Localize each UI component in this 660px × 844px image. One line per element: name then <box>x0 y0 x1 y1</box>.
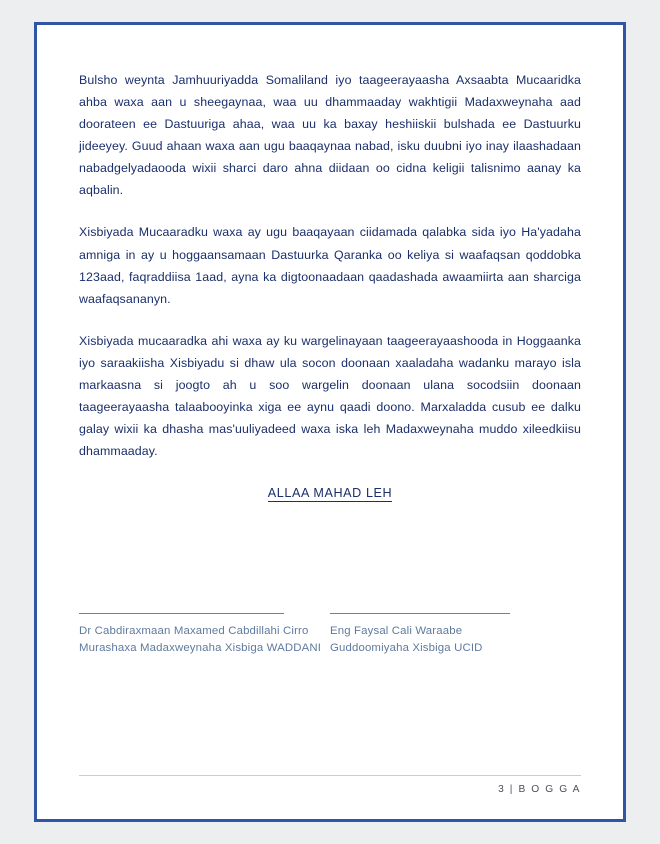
footer-divider <box>79 775 581 776</box>
signatory-name: Dr Cabdiraxmaan Maxamed Cabdillahi Cirro <box>79 625 309 637</box>
paragraph: Bulsho weynta Jamhuuriyadda Somaliland iyo taageerayaasha Axsaabta Mucaaridka ahba waxa aan u sheegaynaa, waa uu dhammaaday wakhtigii Madaxweynaha aad doorateen ee Dastuuriga ahaa, waa uu ka baxay heshiiskii bulshada ee Dastuurku jideeyey. Guud ahaan waxa aan ugu baaqaynaa nabad, isku duubni iyo inay ilaashadaan nabadgelyadaooda wixii sharci daro ahna diidaan oo cidna keligii talisnimo aanay ka aqbalin. <box>79 73 581 198</box>
signatory-title: Guddoomiyaha Xisbiga UCID <box>330 642 483 655</box>
closing-text: ALLAA MAHAD LEH <box>267 486 393 501</box>
document-page <box>34 22 626 822</box>
signatory-left <box>79 613 330 657</box>
document-body <box>79 69 581 462</box>
page-footer <box>79 775 581 795</box>
signatory-name: Eng Faysal Cali Waraabe <box>330 625 463 637</box>
closing-line <box>79 484 581 502</box>
signatory-right <box>330 613 581 657</box>
paragraph: Xisbiyada mucaaradka ahi waxa ay ku wargelinayaan taageerayaashooda in Hoggaanka iyo saraakiisha Xisbiyadu si dhaw ula socon doonaan xaaladaha wadanku marayo isla markaasna si joogto ah u soo wargelin doonaan ulana socodsiin doonaan taageerayaasha talaabooyinka xiga ee aynu qaadi doono. Marxaladda cusub ee dalku galay wixii ka dhasha mas'uuliyadeed waxa iska leh Madaxweynaha muddo xileedkiisu dhammaaday. <box>79 333 581 459</box>
paragraph: Xisbiyada Mucaaradku waxa ay ugu baaqayaan ciidamada qalabka sida iyo Ha'yadaha amniga in ay u hoggaansamaan Dastuurka Qaranka oo keliya si waafaqsan qoddobka 123aad, faqraddiisa 1aad, ayna ka digtoonaadaan qaadashada awaamiirta aan sharciga waafaqsananyn. <box>79 225 581 306</box>
signatory-title: Murashaxa Madaxweynaha Xisbiga WADDANI <box>79 642 322 655</box>
page-number: 3 | B O G G A <box>498 784 581 795</box>
signature-line <box>330 613 510 614</box>
signature-block <box>79 613 581 657</box>
signature-line <box>79 613 284 614</box>
